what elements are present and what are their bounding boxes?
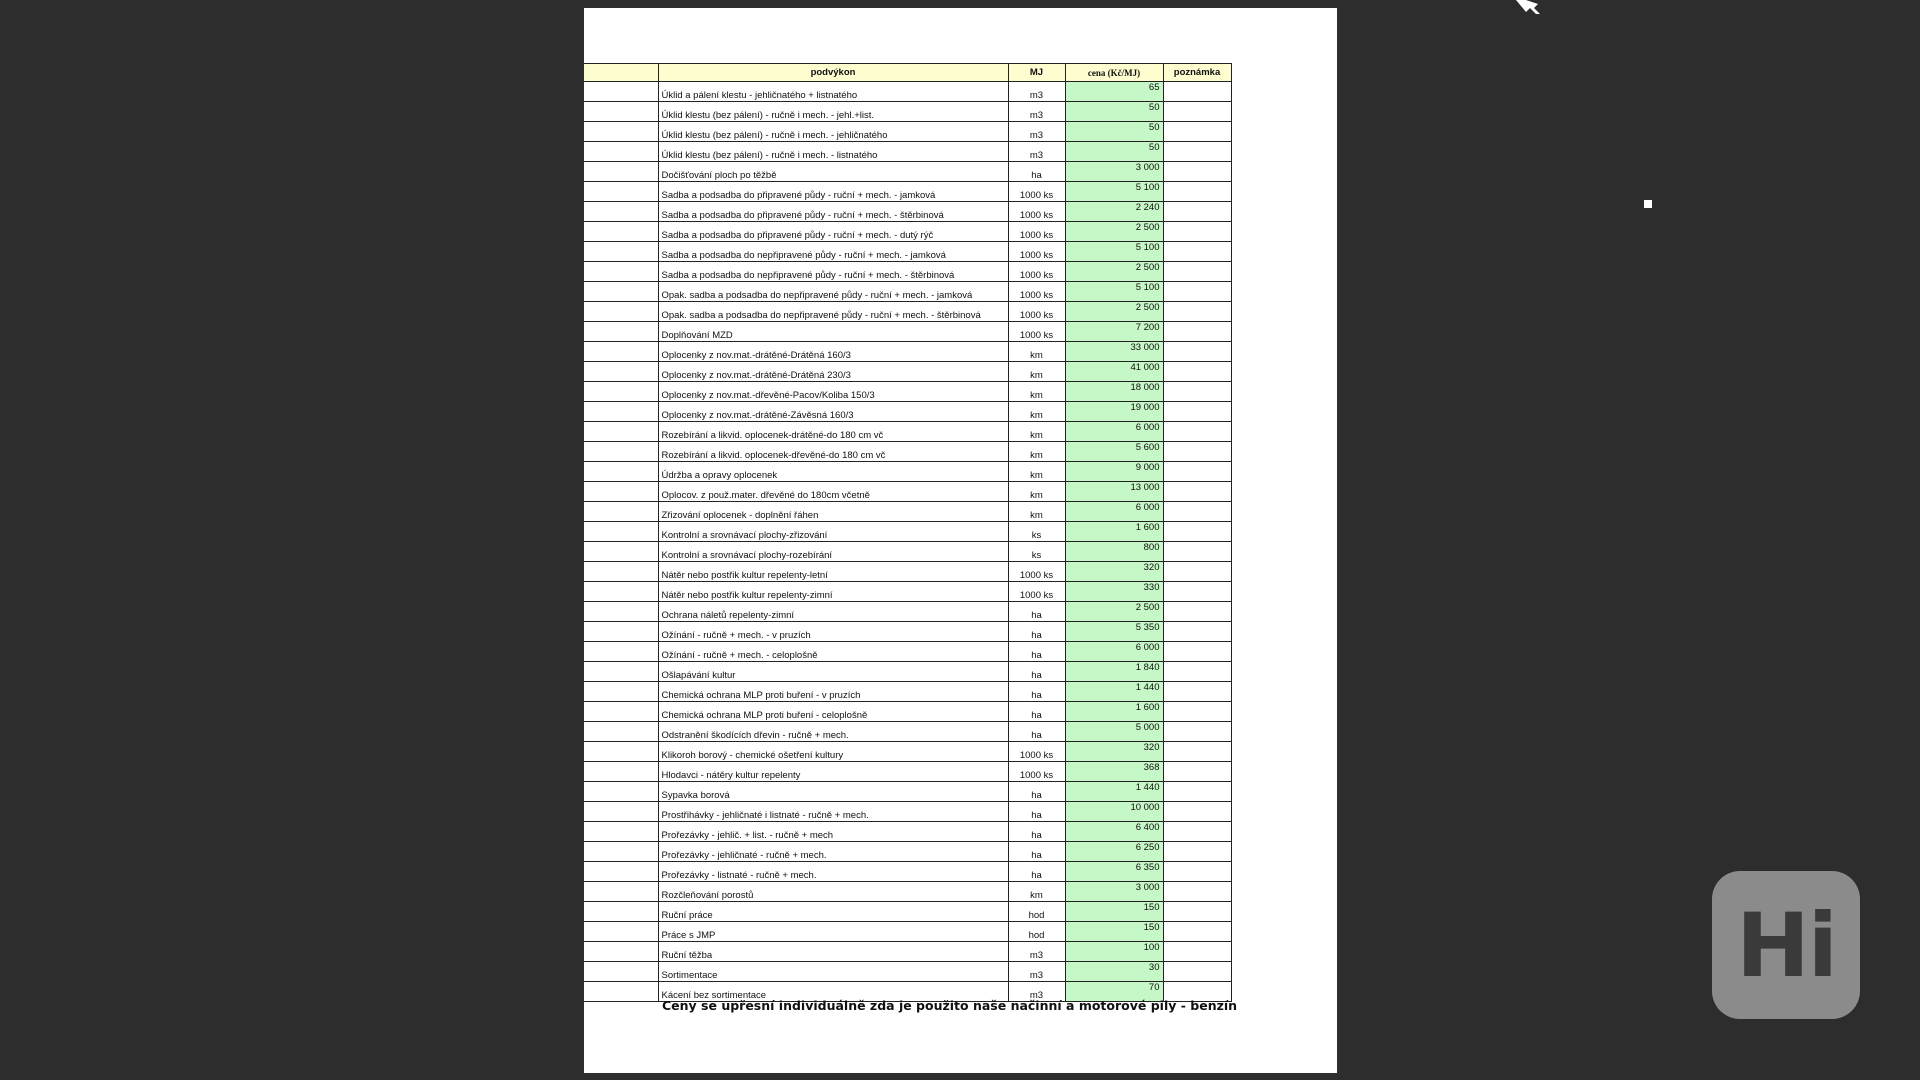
row-mj: 1000 ks xyxy=(1008,242,1065,262)
table-row xyxy=(584,262,1231,282)
row-price: 18 000 xyxy=(1065,382,1163,402)
row-name: Sadba a podsadba do nepřipravené půdy - ruční + mech. - jamková xyxy=(658,242,1008,262)
row-name: Sadba a podsadba do připravené půdy - ruční + mech. - jamková xyxy=(658,182,1008,202)
row-price: 320 xyxy=(1065,562,1163,582)
table-row xyxy=(584,142,1231,162)
row-note xyxy=(1163,862,1231,882)
row-empty-cell xyxy=(584,202,658,222)
table-row xyxy=(584,362,1231,382)
row-note xyxy=(1163,902,1231,922)
row-price: 3 000 xyxy=(1065,882,1163,902)
row-price: 70 xyxy=(1065,982,1163,1002)
row-note xyxy=(1163,122,1231,142)
row-price: 1 840 xyxy=(1065,662,1163,682)
row-price: 5 100 xyxy=(1065,282,1163,302)
row-name: Rozebírání a likvid. oplocenek-dřevěné-do 180 cm vč xyxy=(658,442,1008,462)
row-name: Nátěr nebo postřik kultur repelenty-zimní xyxy=(658,582,1008,602)
table-row xyxy=(584,582,1231,602)
table-row xyxy=(584,342,1231,362)
table-row xyxy=(584,642,1231,662)
table-row xyxy=(584,562,1231,582)
row-mj: 1000 ks xyxy=(1008,302,1065,322)
row-mj: 1000 ks xyxy=(1008,202,1065,222)
row-empty-cell xyxy=(584,922,658,942)
row-empty-cell xyxy=(584,482,658,502)
row-name: Oplocenky z nov.mat.-dřevěné-Pacov/Koliba 150/3 xyxy=(658,382,1008,402)
row-note xyxy=(1163,302,1231,322)
row-empty-cell xyxy=(584,622,658,642)
row-empty-cell xyxy=(584,542,658,562)
table-row xyxy=(584,942,1231,962)
row-name: Prořezávky - jehlič. + list. - ručně + mech xyxy=(658,822,1008,842)
header-cena: cena (Kč/MJ) xyxy=(1065,64,1163,82)
row-note xyxy=(1163,462,1231,482)
table-row xyxy=(584,242,1231,262)
row-price: 50 xyxy=(1065,122,1163,142)
row-mj: ha xyxy=(1008,662,1065,682)
table-row xyxy=(584,322,1231,342)
row-price: 5 100 xyxy=(1065,182,1163,202)
row-name: Nátěr nebo postřik kultur repelenty-letní xyxy=(658,562,1008,582)
row-note xyxy=(1163,162,1231,182)
row-price: 5 600 xyxy=(1065,442,1163,462)
row-mj: hod xyxy=(1008,902,1065,922)
row-price: 1 600 xyxy=(1065,522,1163,542)
row-price: 6 000 xyxy=(1065,642,1163,662)
row-note xyxy=(1163,562,1231,582)
price-table xyxy=(584,63,1232,1002)
row-empty-cell xyxy=(584,382,658,402)
row-note xyxy=(1163,962,1231,982)
table-row xyxy=(584,722,1231,742)
row-mj: km xyxy=(1008,422,1065,442)
table-row xyxy=(584,102,1231,122)
row-name: Prořezávky - jehličnaté - ručně + mech. xyxy=(658,842,1008,862)
row-price: 2 500 xyxy=(1065,302,1163,322)
row-note xyxy=(1163,402,1231,422)
row-name: Zřizování oplocenek - doplnění řáhen xyxy=(658,502,1008,522)
row-name: Ožínání - ručně + mech. - v pruzích xyxy=(658,622,1008,642)
row-price: 1 440 xyxy=(1065,682,1163,702)
table-row xyxy=(584,702,1231,722)
row-note xyxy=(1163,242,1231,262)
row-name: Oplocov. z použ.mater. dřevěné do 180cm včetně xyxy=(658,482,1008,502)
row-price: 50 xyxy=(1065,142,1163,162)
hi-badge[interactable] xyxy=(1712,871,1860,1019)
table-row xyxy=(584,922,1231,942)
row-name: Odstranění škodících dřevin - ručně + mech. xyxy=(658,722,1008,742)
row-empty-cell xyxy=(584,782,658,802)
row-name: Sadba a podsadba do nepřipravené půdy - ruční + mech. - štěrbinová xyxy=(658,262,1008,282)
row-mj: hod xyxy=(1008,922,1065,942)
table-header-row xyxy=(584,64,1231,82)
row-empty-cell xyxy=(584,822,658,842)
row-note xyxy=(1163,522,1231,542)
row-name: Kontrolní a srovnávací plochy-rozebírání xyxy=(658,542,1008,562)
row-empty-cell xyxy=(584,862,658,882)
header-podvykon: podvýkon xyxy=(658,64,1008,82)
table-row xyxy=(584,762,1231,782)
row-name: Hlodavci - nátěry kultur repelenty xyxy=(658,762,1008,782)
row-empty-cell xyxy=(584,242,658,262)
row-price: 1 440 xyxy=(1065,782,1163,802)
row-mj: ha xyxy=(1008,682,1065,702)
row-mj: 1000 ks xyxy=(1008,182,1065,202)
row-note xyxy=(1163,342,1231,362)
row-empty-cell xyxy=(584,462,658,482)
table-row xyxy=(584,862,1231,882)
row-mj: 1000 ks xyxy=(1008,582,1065,602)
table-row xyxy=(584,682,1231,702)
row-price: 13 000 xyxy=(1065,482,1163,502)
row-empty-cell xyxy=(584,562,658,582)
row-mj: ha xyxy=(1008,702,1065,722)
row-mj: ha xyxy=(1008,842,1065,862)
row-empty-cell xyxy=(584,182,658,202)
table-row xyxy=(584,502,1231,522)
row-note xyxy=(1163,282,1231,302)
table-row xyxy=(584,462,1231,482)
row-note xyxy=(1163,142,1231,162)
row-note xyxy=(1163,82,1231,102)
row-mj: 1000 ks xyxy=(1008,262,1065,282)
row-empty-cell xyxy=(584,282,658,302)
row-price: 5 000 xyxy=(1065,722,1163,742)
row-name: Sypavka borová xyxy=(658,782,1008,802)
table-row xyxy=(584,382,1231,402)
row-name: Kácení bez sortimentace xyxy=(658,982,1008,1002)
row-price: 6 000 xyxy=(1065,502,1163,522)
row-note xyxy=(1163,942,1231,962)
row-price: 100 xyxy=(1065,942,1163,962)
row-empty-cell xyxy=(584,962,658,982)
row-note xyxy=(1163,582,1231,602)
row-note xyxy=(1163,482,1231,502)
row-note xyxy=(1163,722,1231,742)
row-empty-cell xyxy=(584,502,658,522)
row-mj: 1000 ks xyxy=(1008,742,1065,762)
row-empty-cell xyxy=(584,422,658,442)
table-row xyxy=(584,882,1231,902)
row-name: Úklid a pálení klestu - jehličnatého + listnatého xyxy=(658,82,1008,102)
row-empty-cell xyxy=(584,602,658,622)
row-price: 5 100 xyxy=(1065,242,1163,262)
document-page xyxy=(584,8,1337,1073)
row-price: 33 000 xyxy=(1065,342,1163,362)
row-name: Práce s JMP xyxy=(658,922,1008,942)
row-name: Opak. sadba a podsadba do nepřipravené půdy - ruční + mech. - jamková xyxy=(658,282,1008,302)
row-name: Ruční těžba xyxy=(658,942,1008,962)
row-price: 800 xyxy=(1065,542,1163,562)
row-empty-cell xyxy=(584,982,658,1002)
row-name: Dočišťování ploch po těžbě xyxy=(658,162,1008,182)
row-price: 1 600 xyxy=(1065,702,1163,722)
row-name: Chemická ochrana MLP proti buření - v pruzích xyxy=(658,682,1008,702)
table-row xyxy=(584,622,1231,642)
row-empty-cell xyxy=(584,402,658,422)
row-mj: ha xyxy=(1008,782,1065,802)
row-note xyxy=(1163,762,1231,782)
row-price: 6 400 xyxy=(1065,822,1163,842)
row-mj: km xyxy=(1008,442,1065,462)
row-price: 50 xyxy=(1065,102,1163,122)
row-price: 41 000 xyxy=(1065,362,1163,382)
row-empty-cell xyxy=(584,362,658,382)
table-row xyxy=(584,962,1231,982)
row-mj: km xyxy=(1008,402,1065,422)
row-note xyxy=(1163,422,1231,442)
row-note xyxy=(1163,742,1231,762)
row-empty-cell xyxy=(584,302,658,322)
row-price: 2 240 xyxy=(1065,202,1163,222)
row-price: 30 xyxy=(1065,962,1163,982)
row-price: 2 500 xyxy=(1065,262,1163,282)
row-mj: km xyxy=(1008,342,1065,362)
row-mj: 1000 ks xyxy=(1008,322,1065,342)
row-mj: m3 xyxy=(1008,82,1065,102)
table-row xyxy=(584,482,1231,502)
row-price: 6 250 xyxy=(1065,842,1163,862)
row-price: 2 500 xyxy=(1065,222,1163,242)
row-empty-cell xyxy=(584,222,658,242)
row-mj: ha xyxy=(1008,802,1065,822)
row-note xyxy=(1163,202,1231,222)
row-note xyxy=(1163,702,1231,722)
row-empty-cell xyxy=(584,662,658,682)
row-mj: ha xyxy=(1008,862,1065,882)
row-note xyxy=(1163,922,1231,942)
row-name: Údržba a opravy oplocenek xyxy=(658,462,1008,482)
row-note xyxy=(1163,662,1231,682)
row-name: Ožínání - ručně + mech. - celoplošně xyxy=(658,642,1008,662)
row-name: Ochrana náletů repelenty-zimní xyxy=(658,602,1008,622)
table-row xyxy=(584,442,1231,462)
row-price: 6 350 xyxy=(1065,862,1163,882)
row-note xyxy=(1163,222,1231,242)
row-empty-cell xyxy=(584,162,658,182)
row-empty-cell xyxy=(584,882,658,902)
row-name: Oplocenky z nov.mat.-drátěné-Drátěná 160/3 xyxy=(658,342,1008,362)
row-mj: km xyxy=(1008,462,1065,482)
row-price: 320 xyxy=(1065,742,1163,762)
row-empty-cell xyxy=(584,802,658,822)
table-row xyxy=(584,842,1231,862)
row-empty-cell xyxy=(584,842,658,862)
row-note xyxy=(1163,782,1231,802)
row-name: Rozebírání a likvid. oplocenek-drátěné-do 180 cm vč xyxy=(658,422,1008,442)
row-name: Úklid klestu (bez pálení) - ručně i mech. - listnatého xyxy=(658,142,1008,162)
row-empty-cell xyxy=(584,702,658,722)
table-body xyxy=(584,82,1231,1002)
row-note xyxy=(1163,682,1231,702)
table-row xyxy=(584,122,1231,142)
row-note xyxy=(1163,442,1231,462)
row-empty-cell xyxy=(584,522,658,542)
row-name: Opak. sadba a podsadba do nepřipravené půdy - ruční + mech. - štěrbinová xyxy=(658,302,1008,322)
row-price: 6 000 xyxy=(1065,422,1163,442)
row-mj: ha xyxy=(1008,822,1065,842)
row-mj: m3 xyxy=(1008,122,1065,142)
marker-dot xyxy=(1644,200,1652,208)
row-name: Sadba a podsadba do připravené půdy - ruční + mech. - štěrbinová xyxy=(658,202,1008,222)
table-row xyxy=(584,782,1231,802)
row-note xyxy=(1163,182,1231,202)
row-mj: ha xyxy=(1008,162,1065,182)
row-empty-cell xyxy=(584,582,658,602)
row-price: 150 xyxy=(1065,922,1163,942)
table-row xyxy=(584,162,1231,182)
row-empty-cell xyxy=(584,722,658,742)
row-mj: ha xyxy=(1008,642,1065,662)
row-name: Rozčleňování porostů xyxy=(658,882,1008,902)
table-row xyxy=(584,902,1231,922)
header-empty-cell xyxy=(584,64,658,82)
table-row xyxy=(584,522,1231,542)
table-row xyxy=(584,422,1231,442)
row-mj: m3 xyxy=(1008,102,1065,122)
row-price: 150 xyxy=(1065,902,1163,922)
row-empty-cell xyxy=(584,762,658,782)
row-empty-cell xyxy=(584,142,658,162)
row-note xyxy=(1163,602,1231,622)
row-price: 65 xyxy=(1065,82,1163,102)
row-mj: m3 xyxy=(1008,942,1065,962)
table-row xyxy=(584,82,1231,102)
row-name: Chemická ochrana MLP proti buření - celoplošně xyxy=(658,702,1008,722)
table-row xyxy=(584,402,1231,422)
row-mj: km xyxy=(1008,362,1065,382)
table-row xyxy=(584,182,1231,202)
row-mj: m3 xyxy=(1008,982,1065,1002)
row-name: Klikoroh borový - chemické ošetření kultury xyxy=(658,742,1008,762)
row-mj: 1000 ks xyxy=(1008,762,1065,782)
row-empty-cell xyxy=(584,902,658,922)
row-note xyxy=(1163,102,1231,122)
row-name: Úklid klestu (bez pálení) - ručně i mech. - jehl.+list. xyxy=(658,102,1008,122)
row-empty-cell xyxy=(584,682,658,702)
table-row xyxy=(584,202,1231,222)
row-price: 2 500 xyxy=(1065,602,1163,622)
row-price: 9 000 xyxy=(1065,462,1163,482)
cursor-icon xyxy=(1514,0,1540,14)
row-mj: km xyxy=(1008,482,1065,502)
table-row xyxy=(584,542,1231,562)
row-empty-cell xyxy=(584,322,658,342)
table-row xyxy=(584,222,1231,242)
row-price: 330 xyxy=(1065,582,1163,602)
table-row xyxy=(584,822,1231,842)
table-row xyxy=(584,802,1231,822)
row-note xyxy=(1163,382,1231,402)
row-note xyxy=(1163,362,1231,382)
row-mj: ha xyxy=(1008,622,1065,642)
row-name: Úklid klestu (bez pálení) - ručně i mech. - jehličnatého xyxy=(658,122,1008,142)
header-mj: MJ xyxy=(1008,64,1065,82)
table-row xyxy=(584,662,1231,682)
row-note xyxy=(1163,622,1231,642)
row-note xyxy=(1163,842,1231,862)
row-price: 19 000 xyxy=(1065,402,1163,422)
row-mj: ks xyxy=(1008,522,1065,542)
row-note xyxy=(1163,822,1231,842)
row-empty-cell xyxy=(584,102,658,122)
row-mj: 1000 ks xyxy=(1008,222,1065,242)
row-mj: 1000 ks xyxy=(1008,562,1065,582)
row-empty-cell xyxy=(584,642,658,662)
row-empty-cell xyxy=(584,82,658,102)
row-mj: km xyxy=(1008,382,1065,402)
row-name: Ruční práce xyxy=(658,902,1008,922)
row-price: 3 000 xyxy=(1065,162,1163,182)
row-note xyxy=(1163,322,1231,342)
row-name: Kontrolní a srovnávací plochy-zřizování xyxy=(658,522,1008,542)
row-note xyxy=(1163,642,1231,662)
row-mj: km xyxy=(1008,882,1065,902)
footnote: Ceny se upřesní individuálně zda je použito naše načinní a motorové pily - benzín xyxy=(662,998,1238,1013)
row-name: Doplňování MZD xyxy=(658,322,1008,342)
row-empty-cell xyxy=(584,742,658,762)
hi-badge-label: Hi xyxy=(1736,893,1836,997)
row-mj: ha xyxy=(1008,722,1065,742)
row-mj: ha xyxy=(1008,602,1065,622)
row-note xyxy=(1163,502,1231,522)
row-name: Prořezávky - listnaté - ručně + mech. xyxy=(658,862,1008,882)
row-name: Ošlapávání kultur xyxy=(658,662,1008,682)
row-empty-cell xyxy=(584,122,658,142)
row-mj: m3 xyxy=(1008,142,1065,162)
row-empty-cell xyxy=(584,262,658,282)
row-empty-cell xyxy=(584,342,658,362)
row-price: 368 xyxy=(1065,762,1163,782)
table-row xyxy=(584,302,1231,322)
row-note xyxy=(1163,882,1231,902)
row-mj: m3 xyxy=(1008,962,1065,982)
row-mj: ks xyxy=(1008,542,1065,562)
table-row xyxy=(584,742,1231,762)
row-note xyxy=(1163,542,1231,562)
table-row xyxy=(584,282,1231,302)
row-name: Sadba a podsadba do připravené půdy - ruční + mech. - dutý rýč xyxy=(658,222,1008,242)
row-empty-cell xyxy=(584,442,658,462)
row-price: 10 000 xyxy=(1065,802,1163,822)
row-mj: km xyxy=(1008,502,1065,522)
row-note xyxy=(1163,262,1231,282)
row-price: 7 200 xyxy=(1065,322,1163,342)
row-price: 5 350 xyxy=(1065,622,1163,642)
table-row xyxy=(584,602,1231,622)
row-mj: 1000 ks xyxy=(1008,282,1065,302)
row-note xyxy=(1163,802,1231,822)
row-empty-cell xyxy=(584,942,658,962)
row-name: Sortimentace xyxy=(658,962,1008,982)
row-name: Oplocenky z nov.mat.-drátěné-Závěsná 160/3 xyxy=(658,402,1008,422)
header-poznamka: poznámka xyxy=(1163,64,1231,82)
row-name: Oplocenky z nov.mat.-drátěné-Drátěná 230/3 xyxy=(658,362,1008,382)
row-name: Prostřihávky - jehličnaté i listnaté - ručně + mech. xyxy=(658,802,1008,822)
